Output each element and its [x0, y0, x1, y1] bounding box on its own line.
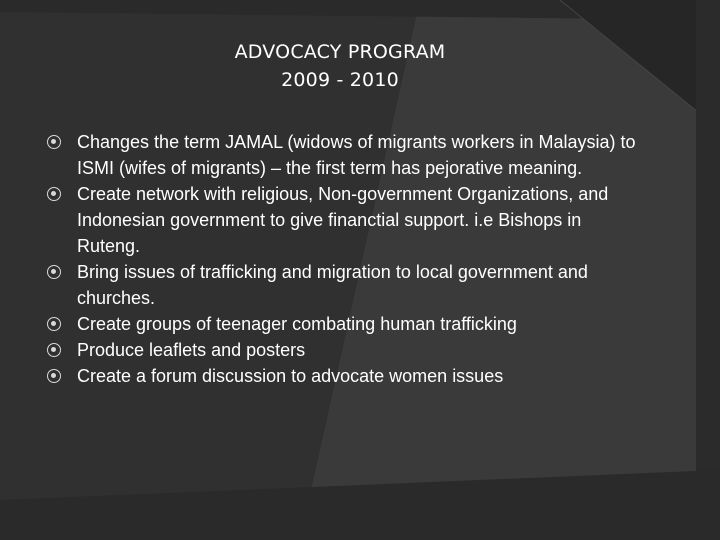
background-right-strip [696, 0, 720, 540]
bullet-text: Changes the term JAMAL (widows of migrants workers in Malaysia) to ISMI (wifes of migrants) – the first term has pejorative meaning. [77, 132, 636, 178]
bullet-item-teen-groups [47, 311, 637, 337]
title-line-years: 2009 - 2010 [281, 69, 399, 91]
title-line-program: ADVOCACY PROGRAM [234, 41, 446, 63]
bullet-list [47, 129, 637, 389]
slide-title [0, 38, 680, 94]
circled-dot-bullet-icon [47, 135, 61, 149]
bullet-text: Create network with religious, Non-government Organizations, and Indonesian government to give financtial support. i.e Bishops in Ruteng. [77, 184, 609, 256]
circled-dot-bullet-icon [47, 369, 61, 383]
bullet-item-forum [47, 363, 637, 389]
bullet-item-create-network [47, 181, 637, 259]
bullet-item-bring-issues [47, 259, 637, 311]
bullet-text: Create a forum discussion to advocate women issues [77, 366, 504, 386]
bullet-item-rename-term [47, 129, 637, 181]
bullet-text: Create groups of teenager combating human trafficking [77, 314, 517, 334]
bullet-item-leaflets [47, 337, 637, 363]
bullet-text: Bring issues of trafficking and migration to local government and churches. [77, 262, 588, 308]
circled-dot-bullet-icon [47, 265, 61, 279]
bullet-text: Produce leaflets and posters [77, 340, 306, 360]
circled-dot-bullet-icon [47, 187, 61, 201]
circled-dot-bullet-icon [47, 343, 61, 357]
circled-dot-bullet-icon [47, 317, 61, 331]
